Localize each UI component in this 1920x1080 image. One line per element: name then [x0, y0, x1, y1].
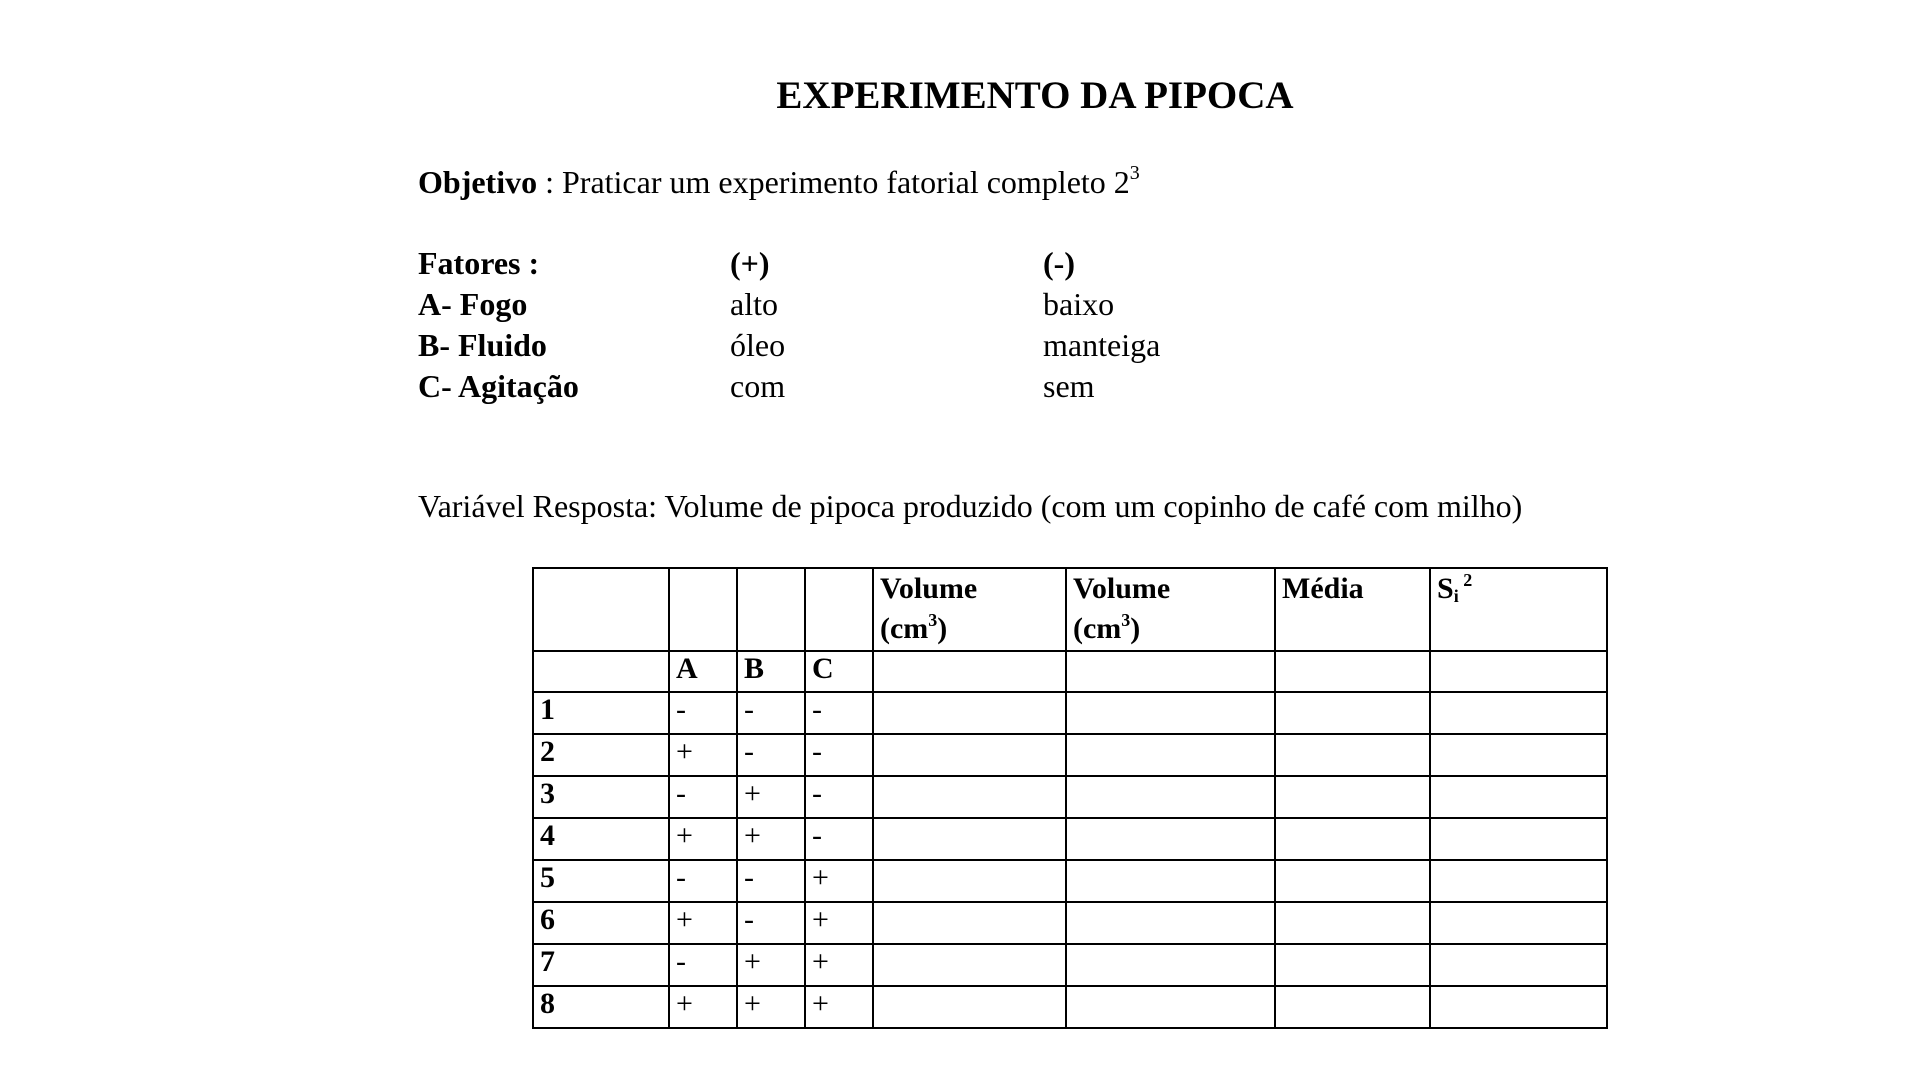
level-a: -: [669, 692, 737, 734]
variance-cell: [1430, 986, 1607, 1028]
empty-cell: [1275, 651, 1430, 692]
header-volume-1-unit: (cm: [880, 612, 929, 645]
header-volume-1-close: ): [937, 612, 948, 645]
media-cell: [1275, 986, 1430, 1028]
level-a: +: [669, 902, 737, 944]
table-row: [533, 692, 1607, 734]
level-c: -: [805, 692, 873, 734]
header-volume-2-label: Volume: [1073, 572, 1171, 605]
media-cell: [1275, 818, 1430, 860]
objective-line: [418, 162, 1140, 202]
factor-minus-level: sem: [1043, 368, 1095, 404]
header-variance: [1430, 568, 1607, 651]
variance-cell: [1430, 692, 1607, 734]
run-number: 5: [533, 860, 669, 902]
volume-2-cell: [1066, 986, 1275, 1028]
header-empty-cell: [533, 568, 669, 651]
header-empty-cell: [533, 651, 669, 692]
objective-separator: :: [537, 164, 562, 200]
run-number: 4: [533, 818, 669, 860]
factor-name: B- Fluido: [418, 327, 547, 363]
volume-1-cell: [873, 902, 1066, 944]
media-cell: [1275, 692, 1430, 734]
volume-2-cell: [1066, 776, 1275, 818]
volume-1-cell: [873, 776, 1066, 818]
volume-2-cell: [1066, 692, 1275, 734]
factor-plus-level: com: [730, 368, 786, 404]
run-number: 1: [533, 692, 669, 734]
header-volume-1-exponent: 3: [928, 610, 938, 630]
table-row: [533, 944, 1607, 986]
header-volume-2: [1066, 568, 1275, 651]
volume-2-cell: [1066, 818, 1275, 860]
level-c: +: [805, 860, 873, 902]
level-a: -: [669, 944, 737, 986]
header-factor-a: A: [669, 651, 737, 692]
media-cell: [1275, 902, 1430, 944]
volume-2-cell: [1066, 734, 1275, 776]
table-row: [533, 860, 1607, 902]
header-volume-2-unit: (cm: [1073, 612, 1122, 645]
factors-header-minus: (-): [1043, 245, 1075, 281]
level-b: -: [737, 734, 805, 776]
response-variable: Variável Resposta: Volume de pipoca produzido (com um copinho de café com milho): [418, 488, 1523, 524]
variance-cell: [1430, 902, 1607, 944]
run-number: 8: [533, 986, 669, 1028]
level-b: +: [737, 818, 805, 860]
level-c: -: [805, 734, 873, 776]
factor-name: C- Agitação: [418, 368, 579, 404]
header-volume-1: [873, 568, 1066, 651]
variance-cell: [1430, 818, 1607, 860]
level-c: -: [805, 776, 873, 818]
objective-label: Objetivo: [418, 164, 538, 200]
table-row: [533, 734, 1607, 776]
media-cell: [1275, 776, 1430, 818]
volume-1-cell: [873, 860, 1066, 902]
factor-minus-level: baixo: [1043, 286, 1115, 322]
volume-1-cell: [873, 818, 1066, 860]
header-factor-b: B: [737, 651, 805, 692]
run-number: 3: [533, 776, 669, 818]
level-b: +: [737, 776, 805, 818]
header-variance-base: S: [1437, 572, 1454, 605]
header-volume-2-exponent: 3: [1121, 610, 1131, 630]
header-volume-1-label: Volume: [880, 572, 978, 605]
objective-exponent: 3: [1129, 162, 1140, 184]
level-a: +: [669, 986, 737, 1028]
page-title: EXPERIMENTO DA PIPOCA: [776, 74, 1294, 117]
volume-1-cell: [873, 734, 1066, 776]
level-b: -: [737, 692, 805, 734]
level-c: +: [805, 902, 873, 944]
level-a: +: [669, 734, 737, 776]
media-cell: [1275, 944, 1430, 986]
header-media: [1275, 568, 1430, 651]
level-b: +: [737, 986, 805, 1028]
media-cell: [1275, 734, 1430, 776]
volume-2-cell: [1066, 860, 1275, 902]
level-a: +: [669, 818, 737, 860]
table-header-row: [533, 568, 1607, 651]
variance-cell: [1430, 776, 1607, 818]
variance-cell: [1430, 860, 1607, 902]
level-a: -: [669, 860, 737, 902]
table-row: [533, 986, 1607, 1028]
table-factor-header-row: [533, 651, 1607, 692]
level-a: -: [669, 776, 737, 818]
factor-name: A- Fogo: [418, 286, 528, 322]
table-row: [533, 818, 1607, 860]
header-variance-subscript: i: [1453, 586, 1459, 606]
volume-1-cell: [873, 692, 1066, 734]
level-b: -: [737, 902, 805, 944]
header-volume-2-close: ): [1130, 612, 1141, 645]
level-c: -: [805, 818, 873, 860]
volume-2-cell: [1066, 944, 1275, 986]
header-empty-cell: [669, 568, 737, 651]
objective-text: Praticar um experimento fatorial completo 2: [561, 164, 1130, 200]
table-row: [533, 902, 1607, 944]
level-b: +: [737, 944, 805, 986]
table-row: [533, 776, 1607, 818]
volume-2-cell: [1066, 902, 1275, 944]
empty-cell: [1430, 651, 1607, 692]
empty-cell: [1066, 651, 1275, 692]
empty-cell: [873, 651, 1066, 692]
level-b: -: [737, 860, 805, 902]
header-media-label: Média: [1282, 572, 1364, 605]
header-empty-cell: [737, 568, 805, 651]
variance-cell: [1430, 734, 1607, 776]
variance-cell: [1430, 944, 1607, 986]
factor-plus-level: óleo: [730, 327, 786, 363]
level-c: +: [805, 986, 873, 1028]
factors-header-label: Fatores :: [418, 245, 540, 281]
header-variance-exponent: 2: [1458, 570, 1473, 590]
design-matrix-table: [532, 567, 1608, 1029]
header-factor-c: C: [805, 651, 873, 692]
factor-minus-level: manteiga: [1043, 327, 1161, 363]
factor-plus-level: alto: [730, 286, 778, 322]
factors-header-plus: (+): [730, 245, 770, 281]
run-number: 2: [533, 734, 669, 776]
level-c: +: [805, 944, 873, 986]
volume-1-cell: [873, 944, 1066, 986]
run-number: 6: [533, 902, 669, 944]
volume-1-cell: [873, 986, 1066, 1028]
run-number: 7: [533, 944, 669, 986]
header-empty-cell: [805, 568, 873, 651]
media-cell: [1275, 860, 1430, 902]
